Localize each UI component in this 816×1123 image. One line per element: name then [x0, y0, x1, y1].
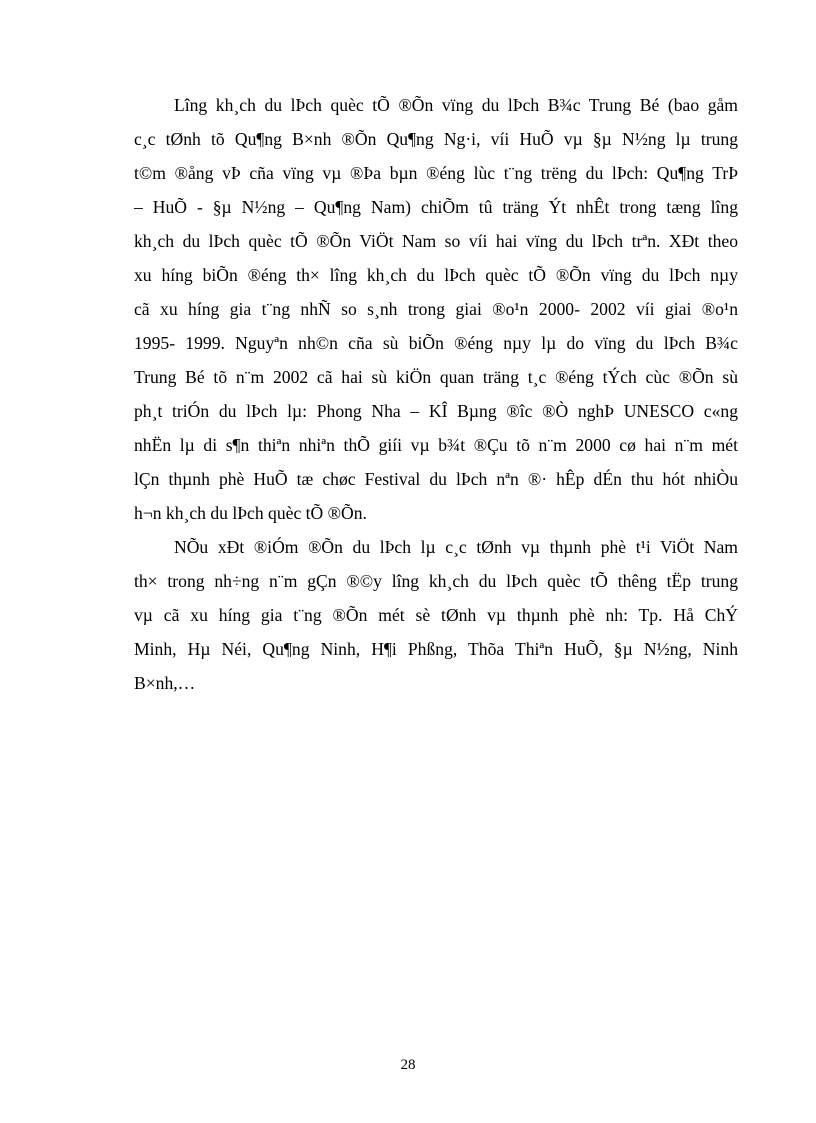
text-line: c¸c tØnh tõ Qu¶ng B×nh ®Õn Qu¶ng Ng·i, víi HuÕ vµ §µ N½ng lµ trung	[134, 129, 738, 149]
text-line: cã xu híng gia t¨ng nhÑ so s¸nh trong giai ®o¹n 2000- 2002 víi giai ®o¹n	[134, 299, 738, 319]
text-line: Minh, Hµ Néi, Qu¶ng Ninh, H¶i Phßng, Thõa Thiªn HuÕ, §µ N½ng, Ninh	[134, 639, 738, 659]
text-line: vµ cã xu híng gia t¨ng ®Õn mét sè tØnh vµ thµnh phè nh: Tp. Hå ChÝ	[134, 605, 738, 625]
text-line: B×nh,…	[134, 673, 196, 693]
text-line: Lîng kh¸ch du lÞch quèc tÕ ®Õn vïng du lÞch B¾c Trung Bé (bao gåm	[174, 95, 738, 115]
text-line: nhËn lµ di s¶n thiªn nhiªn thÕ giíi vµ b¾t ®Çu tõ n¨m 2000 cø hai n¨m mét	[134, 435, 738, 455]
text-line: t©m ®ång vÞ cña vïng vµ ®Þa bµn ®éng lùc t¨ng trëng du lÞch: Qu¶ng TrÞ	[134, 163, 738, 183]
page-body	[134, 88, 738, 700]
text-line: h¬n kh¸ch du lÞch quèc tÕ ®Õn.	[134, 503, 367, 523]
text-line: lÇn thµnh phè HuÕ tæ chøc Festival du lÞch nªn ®· hÊp dÉn thu hót nhiÒu	[134, 469, 738, 489]
text-line: ph¸t triÓn du lÞch lµ: Phong Nha – KÎ Bµng ®îc ®Ò nghÞ UNESCO c«ng	[134, 401, 738, 421]
paragraph-1	[134, 88, 738, 530]
page-number: 28	[400, 1057, 416, 1073]
text-line: xu híng biÕn ®éng th× lîng kh¸ch du lÞch quèc tÕ ®Õn vïng du lÞch nµy	[134, 265, 738, 285]
text-line: kh¸ch du lÞch quèc tÕ ®Õn ViÖt Nam so víi hai vïng du lÞch trªn. XÐt theo	[134, 231, 738, 251]
paragraph-2	[134, 530, 738, 700]
text-line: Trung Bé tõ n¨m 2002 cã hai sù kiÖn quan träng t¸c ®éng tÝch cùc ®Õn sù	[134, 367, 738, 387]
text-line: th× trong nh÷ng n¨m gÇn ®©y lîng kh¸ch du lÞch quèc tÕ thêng tËp trung	[134, 571, 738, 591]
text-line: 1995- 1999. Nguyªn nh©n cña sù biÕn ®éng nµy lµ do vïng du lÞch B¾c	[134, 333, 738, 353]
text-line: NÕu xÐt ®iÓm ®Õn du lÞch lµ c¸c tØnh vµ thµnh phè t¹i ViÖt Nam	[174, 537, 738, 557]
text-line: – HuÕ - §µ N½ng – Qu¶ng Nam) chiÕm tû träng Ýt nhÊt trong tæng lîng	[134, 197, 738, 217]
